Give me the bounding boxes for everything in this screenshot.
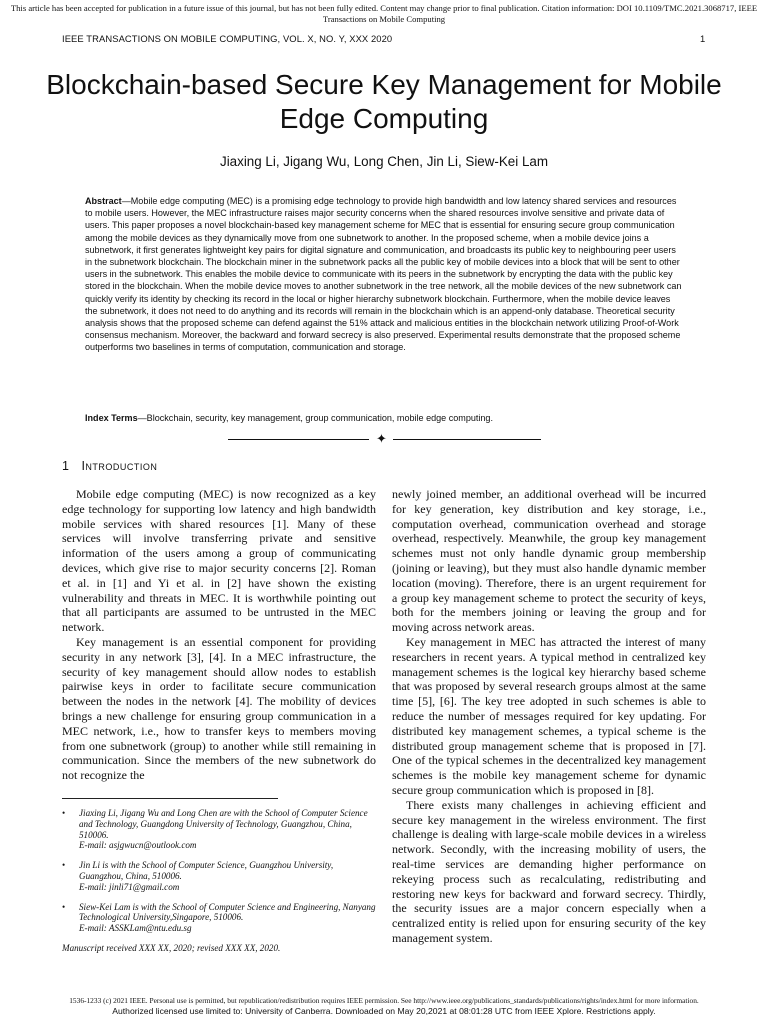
footnote-item — [62, 808, 378, 851]
left-column — [62, 487, 376, 783]
author-list: Jiaxing Li, Jigang Wu, Long Chen, Jin Li, Siew-Kei Lam — [220, 154, 548, 169]
page-number: 1 — [700, 33, 706, 44]
paragraph: Key management in MEC has attracted the interest of many researchers in recent years. A typical method in centralized key management schemes is the logical key hierarchy based scheme that was proposed by several research groups almost at the same time [5], [6]. The key tree adopted in such schemes is able to reduce the number of messages required for key updating. For distributed key management schemes, a typical scheme is the distributed group management scheme that is proposed in [7]. One of the typical schemes in the decentralized key management schemes is the mobile key management scheme for dynamic secure group communication which is proposed in [8]. — [392, 634, 706, 797]
paragraph: There exists many challenges in achieving efficient and secure key management in the wireless environment. The first challenge is dealing with large-scale mobile devices in a wireless network. Secondly, with the increasing mobility of users, the real-time services are demanding higher performance on rekeying process such as recalculating, redistributing and restoring new keys for backward and forward secrecy. Thirdly, the security issues are a major concern especially when a centralized entity is relied upon for ensuring security of the key management system. — [392, 797, 706, 945]
paragraph: newly joined member, an additional overhead will be incurred for key generation, key distribution and key storage, i.e., computation overhead, communication overhead and storage overhead, respectively. Meanwhile, the group key management schemes must not only handle dynamic group membership (joining or leaving), but they must also handle dynamic member location (moving). Therefore, there is an urgent requirement for a group key management scheme to protect the security of keys, both for the members joining or leaving the group and for moving across network areas. — [392, 487, 706, 635]
section-number: 1 — [62, 459, 70, 473]
license-line: Authorized licensed use limited to: University of Canberra. Downloaded on May 20,2021 at 08:01:28 UTC from IEEE Xplore. Restrictions apply. — [112, 1006, 656, 1016]
footnote-item — [62, 902, 378, 934]
paragraph: Key management is an essential component for providing security in any network [3], [4]. In a MEC infrastructure, the security of key management should allow nodes to establish pairwise keys in order to facilitate secure communication between the nodes in the network [4]. The mobility of devices brings a new challenge for ensuring group communication in a MEC network, i.e., how to transfer keys to members moving from one subnetwork (group) to another while still remaining in communication. Since the members of the new subnetwork do not recognize the — [62, 634, 376, 783]
divider-line-right — [393, 439, 541, 440]
manuscript-dates: Manuscript received XXX XX, 2020; revised XXX XX, 2020. — [62, 942, 281, 953]
bullet-icon: • — [62, 808, 66, 818]
footnote-affiliation: Siew-Kei Lam is with the School of Computer Science and Engineering, Nanyang Technological University,Singapore, 510006. — [79, 901, 376, 923]
running-header: IEEE TRANSACTIONS ON MOBILE COMPUTING, VOL. X, NO. Y, XXX 2020 — [62, 33, 393, 44]
bullet-icon: • — [62, 901, 66, 912]
abstract — [85, 195, 685, 354]
publication-notice: This article has been accepted for publication in a future issue of this journal, but has not been fully edited. Content may change prior to final publication. Citation information: DOI 10.1109/TMC.2021.3068717, IEEE Transactions on Mobile Computing — [10, 3, 758, 24]
footnote-affiliation: Jiaxing Li, Jigang Wu and Long Chen are with the School of Computer Science and Technology, Guangdong University of Technology, Guangzhou, China, 510006. — [79, 808, 368, 840]
footnote-email: E-mail: ASSKLam@ntu.edu.sg — [79, 923, 192, 934]
index-terms-text: —Blockchain, security, key management, group communication, mobile edge computing. — [137, 413, 493, 423]
divider-diamond-icon: ✦ — [376, 431, 387, 446]
right-column — [392, 487, 706, 946]
affiliation-footnotes — [62, 808, 378, 954]
bullet-icon: • — [62, 860, 66, 871]
section-heading — [62, 459, 157, 473]
footnote-email: E-mail: jinli71@gmail.com — [79, 881, 180, 892]
footnote-affiliation: Jin Li is with the School of Computer Science, Guangzhou University, Guangzhou, China, 510006. — [79, 860, 334, 881]
copyright-line: 1536-1233 (c) 2021 IEEE. Personal use is permitted, but republication/redistribution requires IEEE permission. See http://www.ieee.org/publications_standards/publications/rights/index.html for more information. — [69, 996, 699, 1005]
footnote-rule — [62, 798, 278, 799]
footnote-item — [62, 860, 378, 892]
paragraph: Mobile edge computing (MEC) is now recognized as a key edge technology for supporting low latency and high bandwidth mobile services with shared resources [1]. Many of these services will involve transferring private and sensitive information of the users among a group of communicating devices, which give rise to major security concerns [2]. Roman et al. in [1] and Yi et al. in [2] have shown the existing vulnerability and threats in MEC. It is worthwhile pointing out that all participants are assumed to be untrusted in the MEC network. — [62, 487, 376, 635]
section-title: Introduction — [81, 459, 158, 473]
abstract-label: Abstract — [85, 196, 122, 206]
index-terms-label: Index Terms — [85, 413, 138, 423]
footnote-email: E-mail: asjgwucn@outlook.com — [79, 840, 197, 851]
abstract-text: —Mobile edge computing (MEC) is a promising edge technology to provide high bandwidth and low latency shared services and resources to mobile users. However, the MEC infrastructure raises major security concerns when the shared resources involve sensitive and private data of users. This paper proposes a novel blockchain-based key management scheme for MEC that is essential for ensuring secure group communication among the mobile devices as they dynamically move from one subnetwork to another. In the proposed scheme, when a mobile device joins a subnetwork, it first generates lightweight key pairs for digital signature and communication, and broadcasts its public key to neighbouring peer users in the subnetwork blockchain. The blockchain miner in the subnetwork packs all the public key of mobile devices into a block that will be sent to other users in the subnetwork. This enables the mobile device to communicate with its peers in the subnetwork by encrypting the data with the public key stored in the blockchain. When the mobile device moves to another subnetwork in the tree network, all the mobile devices of the new subnetwork can quickly verify its identity by checking its record in the local or higher hierarchy subnetwork blockchain. Furthermore, when the mobile device leaves the subnetwork, it does not need to do anything and its records will remain in the blockchain which is an append-only database. Theoretical security analysis shows that the proposed scheme can defend against the 51% attack and malicious entities in the blockchain network utilizing Proof-of-Work consensus mechanism. Moreover, the backward and forward secrecy is also preserved. Experimental results demonstrate that the proposed scheme outperforms two baselines in terms of computation, communication and storage. — [85, 196, 682, 353]
divider-line-left — [228, 439, 369, 440]
index-terms — [85, 412, 685, 424]
paper-title: Blockchain-based Secure Key Management for Mobile Edge Computing — [46, 69, 722, 134]
